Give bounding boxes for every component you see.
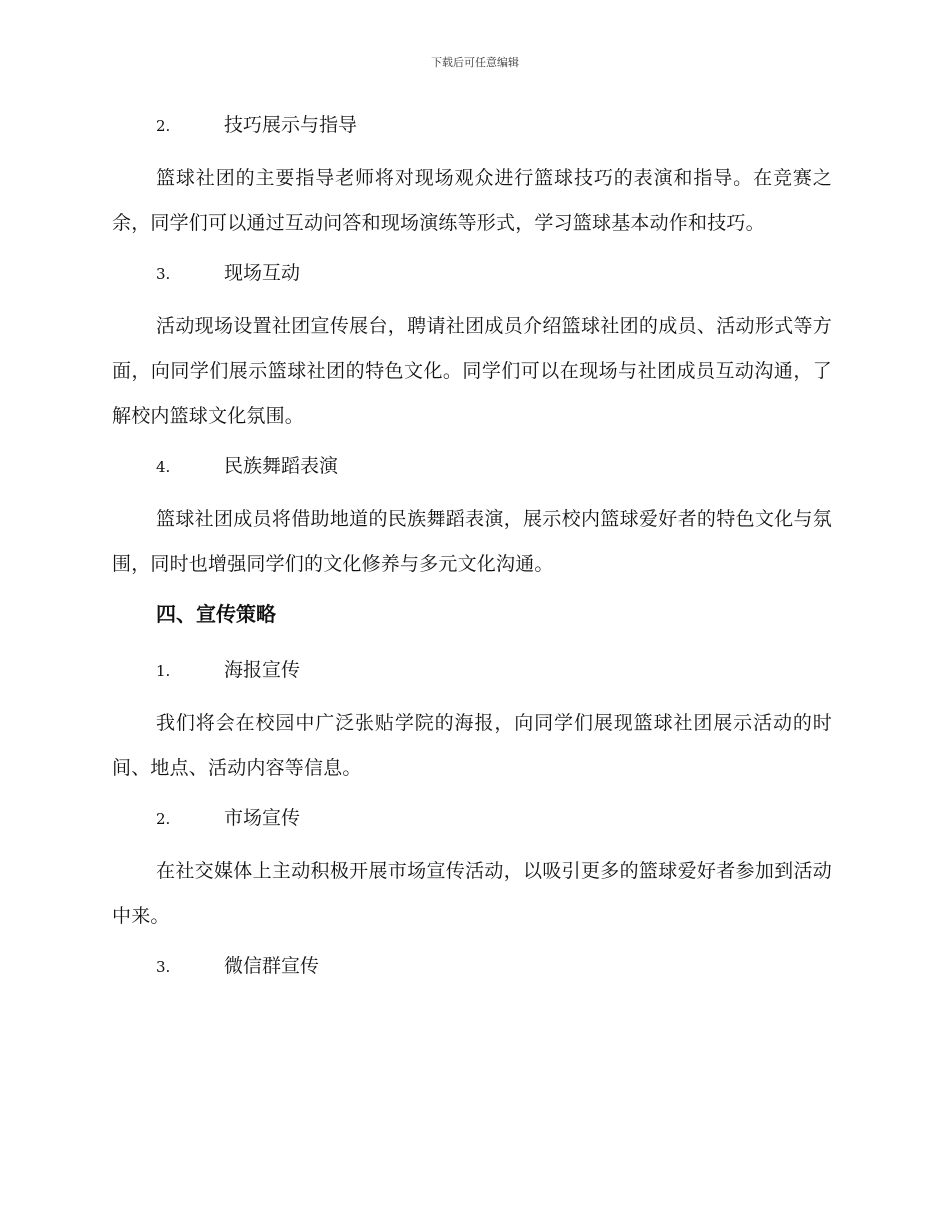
list-item-number: 2. bbox=[156, 810, 171, 828]
document-body bbox=[112, 110, 832, 997]
list-item-title: 民族舞蹈表演 bbox=[224, 455, 339, 477]
paragraph: 在社交媒体上主动积极开展市场宣传活动，以吸引更多的篮球爱好者参加到活动中来。 bbox=[112, 860, 832, 927]
list-item-title: 微信群宣传 bbox=[224, 955, 320, 977]
section-heading: 四、宣传策略 bbox=[156, 602, 276, 626]
paragraph: 我们将会在校园中广泛张贴学院的海报，向同学们展现篮球社团展示活动的时间、地点、活动内容等信息。 bbox=[112, 712, 832, 779]
list-item-heading bbox=[112, 951, 832, 981]
list-item-number: 4. bbox=[156, 458, 171, 476]
list-item-heading bbox=[112, 110, 832, 140]
list-item-heading bbox=[112, 655, 832, 685]
list-item-title: 市场宣传 bbox=[224, 807, 301, 829]
header-note: 下载后可任意编辑 bbox=[431, 56, 519, 69]
list-item-number: 1. bbox=[156, 662, 171, 680]
list-item-title: 海报宣传 bbox=[224, 659, 301, 681]
paragraph: 活动现场设置社团宣传展台，聘请社团成员介绍篮球社团的成员、活动形式等方面，向同学们展示篮球社团的特色文化。同学们可以在现场与社团成员互动沟通，了解校内篮球文化氛围。 bbox=[112, 315, 832, 427]
list-item-heading bbox=[112, 803, 832, 833]
list-item-heading bbox=[112, 451, 832, 481]
list-item-title: 技巧展示与指导 bbox=[224, 114, 358, 136]
list-item-heading bbox=[112, 258, 832, 288]
list-item-number: 3. bbox=[156, 958, 171, 976]
list-item-number: 3. bbox=[156, 265, 171, 283]
list-item-number: 2. bbox=[156, 117, 171, 135]
paragraph: 篮球社团成员将借助地道的民族舞蹈表演，展示校内篮球爱好者的特色文化与氛围，同时也增强同学们的文化修养与多元文化沟通。 bbox=[112, 508, 832, 575]
list-item-title: 现场互动 bbox=[224, 262, 301, 284]
paragraph: 篮球社团的主要指导老师将对现场观众进行篮球技巧的表演和指导。在竞赛之余，同学们可以通过互动问答和现场演练等形式，学习篮球基本动作和技巧。 bbox=[112, 167, 832, 234]
